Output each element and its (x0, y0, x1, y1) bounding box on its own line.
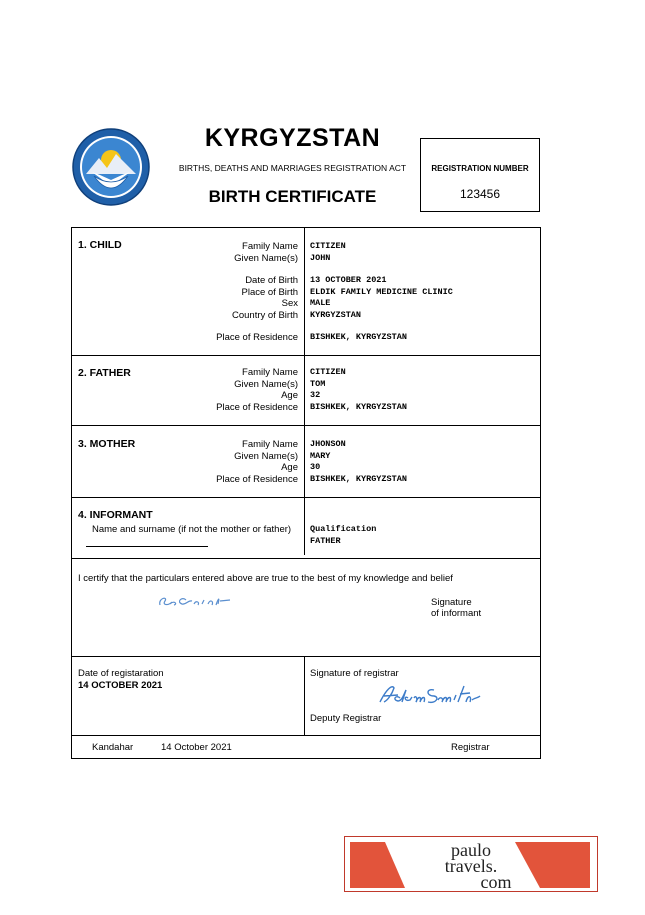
signature-label-line1: Signature (431, 597, 472, 608)
registration-number-value: 123456 (459, 187, 501, 201)
column-divider (304, 228, 305, 555)
logo-line3: com (480, 872, 512, 892)
field-label: Date of Birth (245, 275, 298, 286)
field-value: MALE (310, 298, 331, 308)
field-value: BISHKEK, KYRGYZSTAN (310, 473, 407, 484)
mother-labels (216, 439, 298, 485)
deputy-registrar-label: Deputy Registrar (310, 713, 382, 724)
column-divider (304, 656, 305, 735)
child-labels (216, 241, 298, 344)
logo-line2: travels. (444, 856, 498, 876)
field-label: Place of Residence (216, 473, 298, 485)
qualification-value: FATHER (310, 535, 341, 546)
registration-number-box (420, 138, 540, 212)
informant-values (310, 524, 376, 547)
kyrgyzstan-emblem-icon (72, 128, 150, 206)
field-label: Place of Birth (241, 286, 298, 298)
row-divider (72, 355, 540, 356)
section-mother-title: 3. MOTHER (78, 438, 136, 450)
certify-statement: I certify that the particulars entered above are true to the best of my knowledge and belief (78, 573, 453, 584)
father-values (310, 367, 407, 413)
field-label: Place of Residence (216, 332, 298, 343)
signature-label-line2: of informant (431, 608, 482, 619)
field-label: Place of Residence (216, 401, 298, 413)
field-label: Sex (281, 298, 298, 309)
logo-line1: paulo (451, 840, 491, 860)
field-value: 30 (310, 462, 321, 472)
field-value: JOHN (310, 252, 331, 263)
field-value: MARY (310, 450, 331, 461)
field-value: ELDIK FAMILY MEDICINE CLINIC (310, 286, 453, 297)
registration-number-label: REGISTRATION NUMBER (431, 164, 529, 173)
informant-name-line (86, 546, 208, 547)
signature-of-informant-label (431, 597, 481, 619)
field-label: Given Name(s) (234, 450, 298, 462)
row-divider (72, 656, 540, 657)
informant-signature (156, 592, 236, 612)
certificate-table (71, 227, 541, 759)
field-label: Age (281, 462, 298, 473)
document-title: BIRTH CERTIFICATE (208, 187, 377, 206)
field-value: 13 OCTOBER 2021 (310, 275, 387, 285)
field-value: BISHKEK, KYRGYZSTAN (310, 332, 407, 342)
field-label: Given Name(s) (234, 252, 298, 264)
date-of-registration-label: Date of registaration (78, 668, 164, 679)
section-informant-title: 4. INFORMANT (78, 509, 153, 521)
field-value: KYRGYZSTAN (310, 309, 362, 320)
signature-of-registrar-label: Signature of registrar (310, 668, 399, 679)
field-value: CITIZEN (310, 241, 346, 251)
informant-name-label: Name and surname (if not the mother or father) (92, 524, 292, 535)
country-title: KYRGYZSTAN (204, 124, 381, 152)
field-label: Age (281, 390, 298, 401)
child-values (310, 241, 453, 344)
date-of-registration-value: 14 OCTOBER 2021 (78, 680, 163, 691)
field-label: Family Name (242, 241, 298, 252)
row-divider (72, 425, 540, 426)
field-label: Given Name(s) (234, 378, 298, 390)
mother-values (310, 439, 407, 485)
paulo-travels-logo (344, 836, 598, 892)
field-label: Family Name (242, 367, 298, 378)
footer-place: Kandahar (92, 742, 134, 753)
section-child-title: 1. CHILD (78, 239, 122, 251)
field-label: Country of Birth (232, 309, 298, 321)
field-value: CITIZEN (310, 367, 346, 377)
row-divider (72, 497, 540, 498)
registration-act: BIRTHS, DEATHS AND MARRIAGES REGISTRATION ACT (178, 163, 407, 173)
qualification-label: Qualification (310, 524, 377, 534)
field-value: JHONSON (310, 439, 346, 449)
footer-date: 14 October 2021 (161, 742, 232, 753)
footer-role: Registrar (451, 742, 490, 753)
row-divider (72, 735, 540, 736)
field-label: Family Name (242, 439, 298, 450)
field-value: TOM (310, 378, 326, 389)
row-divider (72, 558, 540, 559)
field-value: BISHKEK, KYRGYZSTAN (310, 401, 407, 412)
field-value: 32 (310, 390, 321, 400)
registrar-signature (374, 680, 482, 708)
father-labels (216, 367, 298, 413)
section-father-title: 2. FATHER (78, 367, 131, 379)
